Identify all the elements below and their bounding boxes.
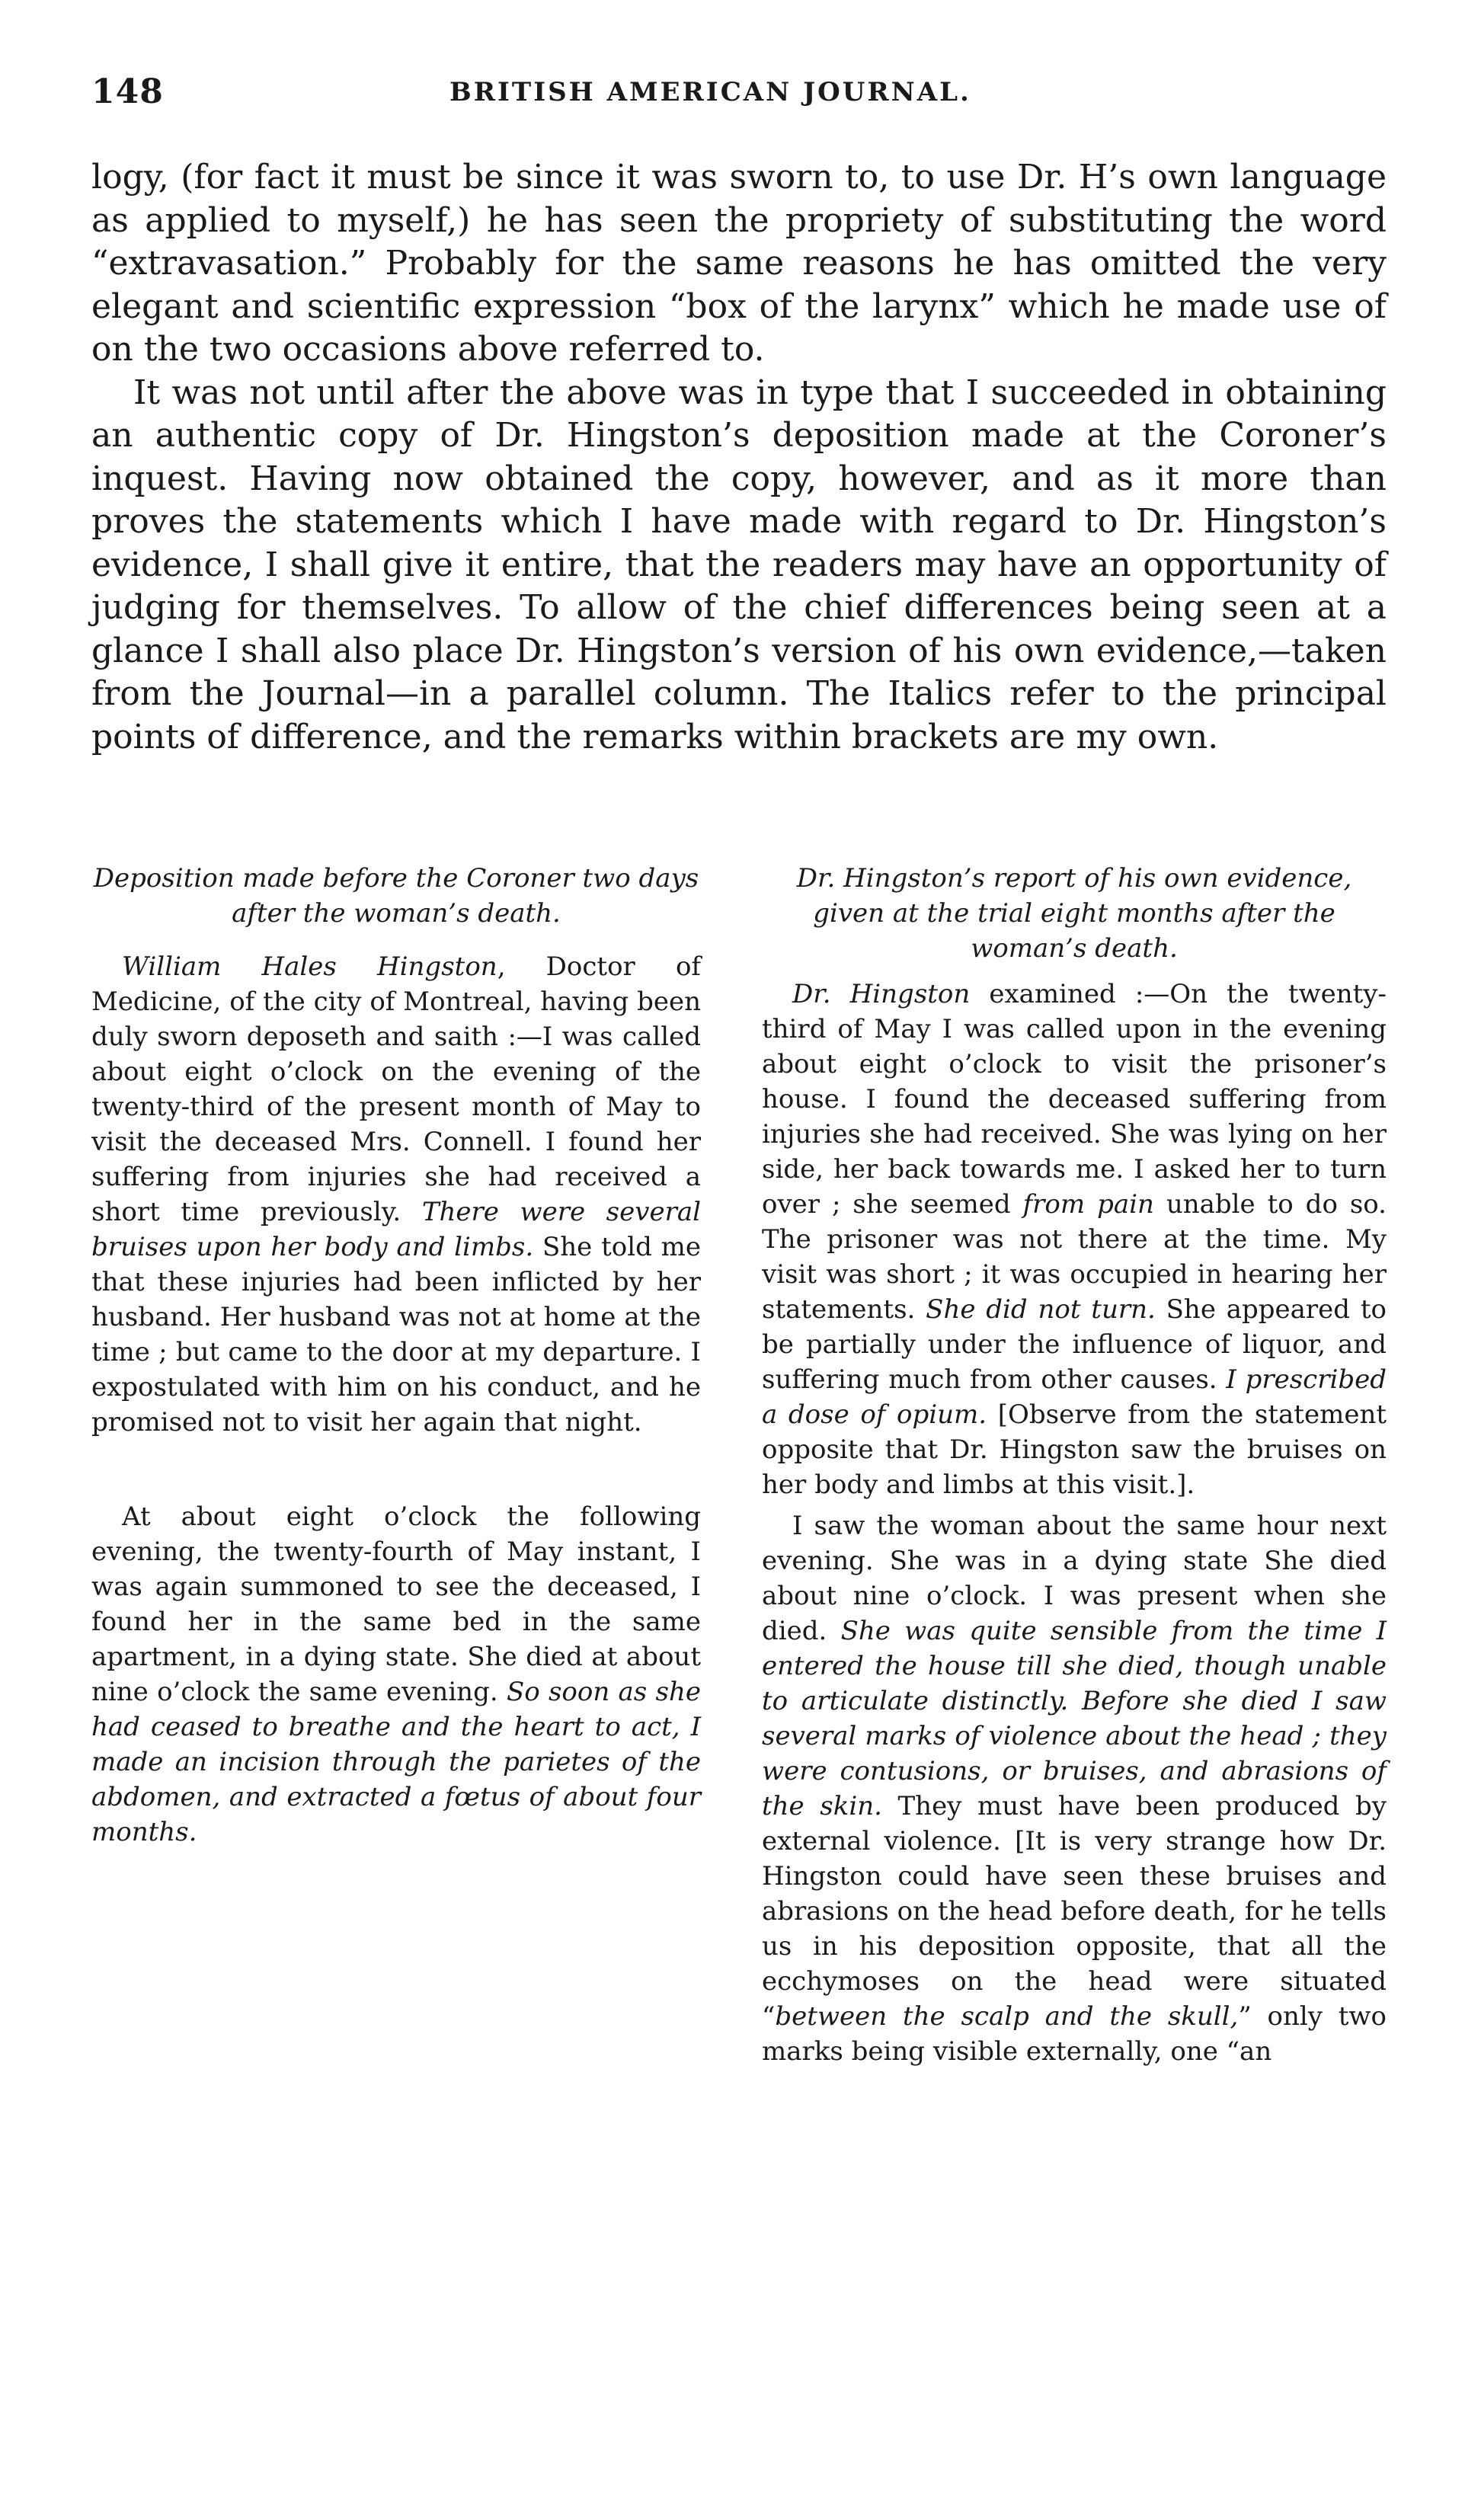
italic-passage: between the scalp and the skull, [775, 2001, 1239, 2032]
right-column-heading: Dr. Hingston’s report of his own evidence, given at the trial eight months after the woman’s death. [796, 863, 1352, 964]
italic-passage: So soon as she had ceased to breathe and the heart to act, I made an incision through the parietes of the abdomen, and extracted a fœtus of about four months. [91, 1677, 701, 1847]
witness-name: William Hales Hingston [122, 951, 497, 982]
left-column-paragraph-1: William Hales Hingston, Doctor of Medicine, of the city of Montreal, having been duly sworn deposeth and saith :—I was called about eight o’clock on the evening of the twenty-third of the present month of May to visit the deceased Mrs. Connell. I found her suffering from injuries she had received a short time previously. There were several bruises upon her body and limbs. She told me that these injuries had been inflicted by her husband. Her husband was not at home at the time ; but came to the door at my departure. I expostulated with him on his conduct, and he promised not to visit her again that night. [91, 951, 702, 1437]
italic-passage: There were several bruises upon her body and limbs. [91, 1197, 701, 1262]
body-text [91, 156, 1387, 759]
body-paragraph-1: logy, (for fact it must be since it was sworn to, to use Dr. H’s own language as applied to myself,) he has seen the propriety of substituting the word “extravasation.” Probably for the same reasons he has omitted the very elegant and scientific expression “box of the larynx” which he made use of on the two occasions above referred to. [91, 158, 1387, 369]
right-column-paragraph-2: I saw the woman about the same hour next evening. She was in a dying state She died about nine o’clock. I was present when she died. She was quite sensible from the time I entered the house till she died, though unable to articulate distinctly. Before she died I saw several marks of violence about the head ; they were contusions, or bruises, and abrasions of the skin. They must have been produced by external violence. [It is very strange how Dr. Hingston could have seen these bruises and abrasions on the head before death, for he tells us in his deposition opposite, that all the ecchymoses on the head were situated “between the scalp and the skull,” only two marks being visible externally, one “an [762, 1511, 1387, 2067]
right-column-paragraph-1: Dr. Hingston examined :—On the twenty-third of May I was called upon in the evening about eight o’clock to visit the prisoner’s house. I found the deceased suffering from injuries she had received. She was lying on her side, her back towards me. I asked her to turn over ; she seemed from pain unable to do so. The prisoner was not there at the time. My visit was short ; it was occupied in hearing her statements. She did not turn. She appeared to be partially under the influence of liquor, and suffering much from other causes. I prescribed a dose of opium. [Observe from the statement opposite that Dr. Hingston saw the bruises on her body and limbs at this visit.]. [762, 979, 1387, 1500]
page-number: 148 [91, 72, 164, 111]
journal-title: BRITISH AMERICAN JOURNAL. [449, 77, 971, 107]
running-head [91, 72, 1387, 118]
left-column-deposition [91, 861, 701, 1850]
left-column-heading: Deposition made before the Coroner two days after the woman’s death. [93, 863, 699, 929]
italic-passage: She did not turn. [926, 1294, 1156, 1325]
italic-passage: from pain [1022, 1189, 1154, 1220]
witness-name: Dr. Hingston [792, 979, 971, 1009]
right-column-report [762, 861, 1387, 2069]
italic-passage: She was quite sensible from the time I entered the house till she died, though unable to articulate distinctly. Before she died I saw several marks of violence about the head ; they were contusions, or bruises, and abrasions of the skin. [762, 1616, 1387, 1821]
italic-passage: I prescribed a dose of opium. [762, 1364, 1387, 1430]
left-column-paragraph-2: At about eight o’clock the following evening, the twenty-fourth of May instant, I was again summoned to see the deceased, I found her in the same bed in the same apartment, in a dying state. She died at about nine o’clock the same evening. So soon as she had ceased to breathe and the heart to act, I made an incision through the parietes of the abdomen, and extracted a fœtus of about four months. [91, 1501, 701, 1847]
body-paragraph-2: It was not until after the above was in type that I succeeded in obtaining an authentic copy of Dr. Hingston’s deposition made at the Coroner’s inquest. Having now obtained the copy, however, and as it more than proves the statements which I have made with regard to Dr. Hingston’s evidence, I shall give it entire, that the readers may have an opportunity of judging for themselves. To allow of the chief differences being seen at a glance I shall also place Dr. Hingston’s version of his own evidence,—taken from the Journal—in a parallel column. The Italics refer to the principal points of difference, and the remarks within brackets are my own. [91, 373, 1387, 756]
